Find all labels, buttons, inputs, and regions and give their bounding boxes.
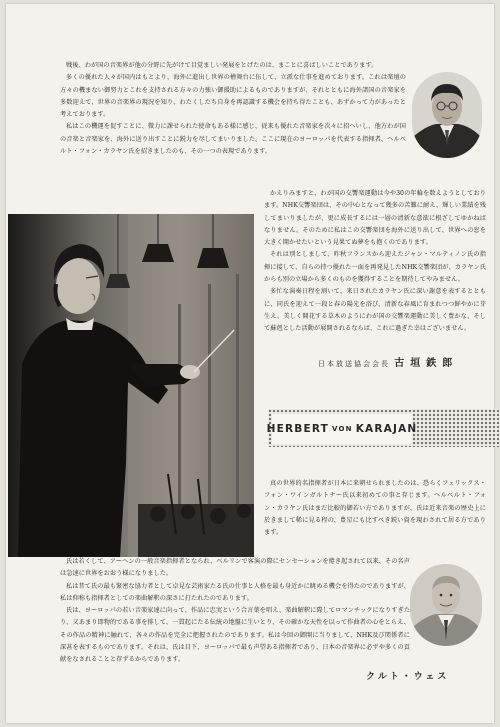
paragraph: それは別としまして、昨秋フランスから迎えたジャン・マルティノン氏の指揮に接して、自らの持つ優れた一面を再発見したNHK交響楽団が、カラヤン氏からも別の立場から多くのものを獲得することを期待してやみません。 [264, 251, 486, 284]
paragraph: 多くの優れた人々が国内はもとより、海外に進出し世界の檜舞台に伍して、立派な仕事を進めております。これは楽壇の方々の機まない御努力とこれを支持される方々の力強い御援助によるものでありますが、それとともに海外諸国の音楽家を多数迎えて、世界の音楽界の現況を知り、わたくしたち自身を再認識する機会を持ち得たことも、あずかって力があったと考えております。 [60, 74, 406, 119]
article-text-karajan-right [264, 478, 486, 552]
portrait-kurt-wess [410, 564, 482, 646]
banner-part1: HERBERT [266, 423, 329, 435]
article-text-karajan-bottom [60, 556, 410, 680]
portrait-president [412, 72, 482, 158]
banner-part3: KARAJAN [355, 423, 418, 435]
paragraph: 氏は、ヨーロッパの若い音楽家達に向って、作品に忠実という合言葉を唱え、楽曲解釈に際してロマンチックになりすぎたり、又あまり即物的である事を排して、一貫起にたる伝統の地盤に生いとり、その確かな天性を以って作曲者の心をとらえ、その作品の精神に触れて、各々の作品を完全に把握されたのであります。私は今回の御開に当りまして、NHK及び関係者に深甚を表するものであります。それは、氏は目下、ヨーロッパで最も声望ある指揮者であり、日本の音楽界に必ずや多くの貢献をなされることと存ずるからであります。 [60, 607, 410, 664]
conductor-photo [8, 214, 254, 557]
signature-org: 日本放送協会会長 [318, 360, 390, 368]
paragraph: 戦後、わが国の音楽界が他の分野に先がけて目覚ましい発展をとげたのは、まことに喜ばしいことであります。 [66, 62, 378, 69]
paragraph: 多忙な演奏日程を割いて、来日されたカラヤン氏に深い謝意を表するとともに、同氏を迎えて一段と春の陽光を浴び、清新な春風に育まれつつ鮮やかに芽生え、美しく開花する草木のようにわが国の交響楽運動に美しく豊かな、そして蘇剋とした活動が展開されるならば、これに過ぎた幸はございません。 [264, 288, 486, 333]
paragraph: 氏は若くして、アーヘンの一般音楽指揮者となられ、ベルリンで客演の際にセンセーションを捲き起されて以来、その名声は急速に世界をおおう様になりました。 [60, 558, 410, 578]
paragraph: かえりみますと、わが国の交響楽運動は今や30の年輪を数えようとしております。NHK交響楽団は、その中心となって幾多の苦難に耐え、輝しい業績を残してまいりましたが、更に成長するには一層の清新な意欲に根ざしてゆかねばなりません。そのために私はこの交響楽団を海外に送り出して、世界への窓を大きく開かせたいという見果てぬ夢をも抱くのであります。 [264, 190, 486, 247]
program-page [6, 4, 494, 723]
paragraph: 真の世界的名指揮者が日本に来朝せられましたのは、恐らくフェリックス・フォン・ワインガルトナー氏以来初めての事と存じます。ヘルベルト・フォン・カラヤン氏はまだ比較的御若い方でありますが、氏は近来音楽の歴史上に於きまして稀に見る程の、豊星にも比すべき鋭い資を現わされて居る方であります。 [264, 480, 486, 537]
paragraph: 私はこの機運を促すことに、微力に課せられた使命もある様に感じ、従来も優れた音楽家を次々に招へいし、他方わが国の音楽と音楽家を、海外に送り出すことに鋭力を尽してまいりました。ここに現在のヨーロッパを代表する指揮者、ヘルベルト・フォン・カラヤン氏を招きましたのも、その一つの表現であります。 [60, 123, 406, 156]
paragraph: 私は昔て氏の最も緊密な協力者として卓見な芸術家たる氏の仕事と人格を最も身近かに眺める機会を得たのでありますが、私は仰称も指揮者としての楽曲解釈の深さに打たれたのであります。 [60, 582, 410, 602]
signature-name: 古垣鉄郎 [394, 358, 459, 369]
article-text-right [264, 188, 486, 352]
signature [318, 354, 458, 369]
author-signature: クルト・ウェス [366, 672, 450, 682]
name-banner-title [266, 414, 418, 444]
banner-part2: VON [332, 425, 353, 433]
